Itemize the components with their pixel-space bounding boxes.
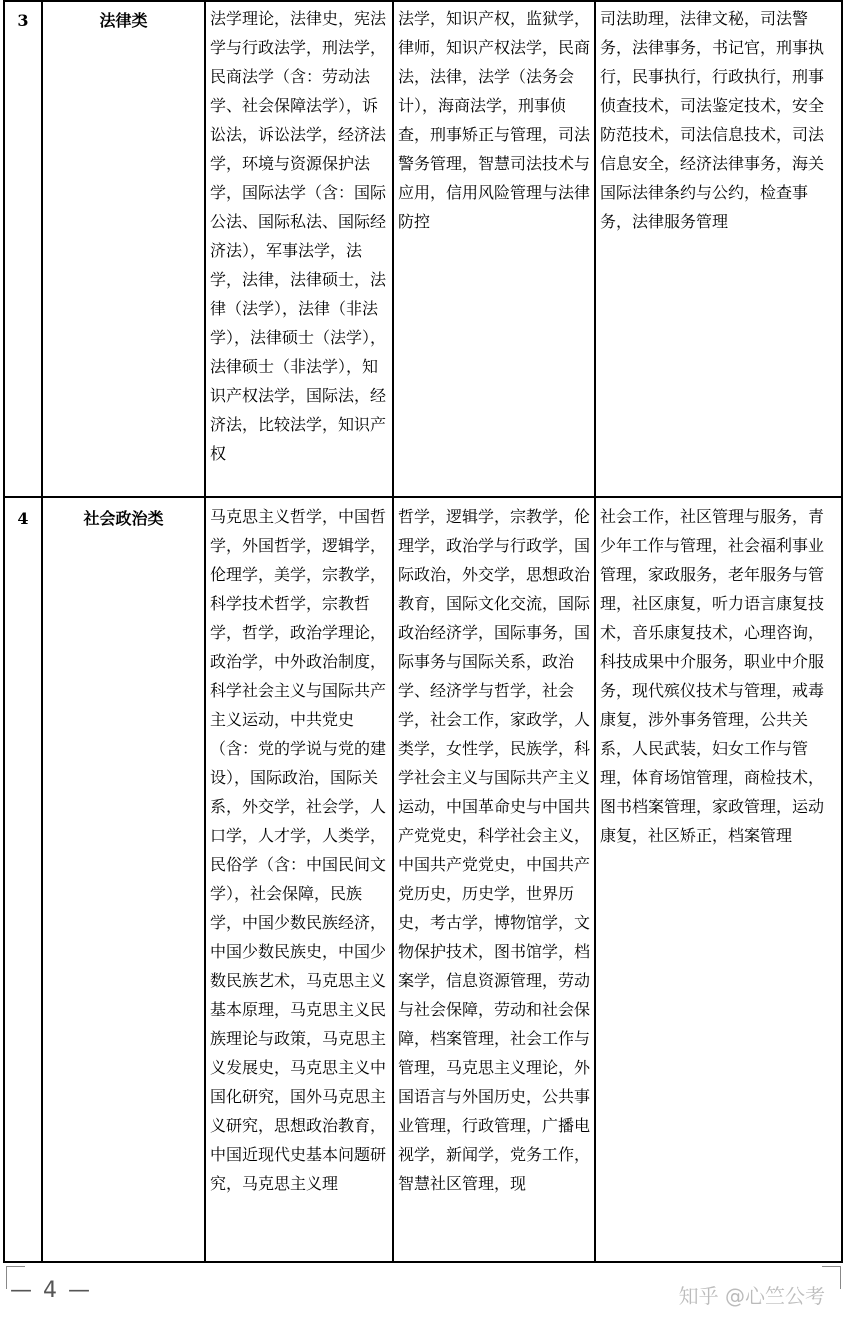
row-number: 4 [4,497,42,1262]
category-name: 法律类 [42,1,205,497]
postgraduate-majors-cell: 法学理论，法律史，宪法学与行政法学，刑法学，民商法学（含：劳动法学、社会保障法学），诉讼法，诉讼法学，经济法学，环境与资源保护法学，国际法学（含：国际公法、国际私法、国际经济法），军事法学，法学，法律，法律硕士，法律（法学），法律（非法学），法律硕士（法学），法律硕士（非法学），知识产权法学，国际法，经济法，比较法学，知识产权 [205,1,393,497]
watermark: 知乎 @心竺公考 [678,1284,825,1308]
table-row [4,497,842,1262]
vocational-majors-cell: 司法助理，法律文秘，司法警务，法律事务，书记官，刑事执行，民事执行，行政执行，刑事侦查技术，司法鉴定技术，安全防范技术，司法信息技术，司法信息安全，经济法律事务，海关国际法律条约与公约，检查事务，法律服务管理 [595,1,842,497]
vocational-majors-cell: 社会工作，社区管理与服务，青少年工作与管理，社会福利事业管理，家政服务，老年服务与管理，社区康复，听力语言康复技术，音乐康复技术，心理咨询，科技成果中介服务，职业中介服务，现代殡仪技术与管理，戒毒康复，涉外事务管理，公共关系，人民武装，妇女工作与管理，体育场馆管理，商检技术，图书档案管理，家政管理，运动康复，社区矫正，档案管理 [595,497,842,1262]
majors-table [3,0,843,1263]
undergraduate-majors-cell: 法学，知识产权，监狱学，律师，知识产权法学，民商法，法律，法学（法务会计），海商法学，刑事侦查，刑事矫正与管理，司法警务管理，智慧司法技术与应用，信用风险管理与法律防控 [393,1,595,497]
table-row [4,1,842,497]
page-number: — 4 — [10,1278,92,1303]
undergraduate-majors-cell: 哲学，逻辑学，宗教学，伦理学，政治学与行政学，国际政治，外交学，思想政治教育，国际文化交流，国际政治经济学，国际事务，国际事务与国际关系，政治学、经济学与哲学，社会学，社会工作，家政学，人类学，女性学，民族学，科学社会主义与国际共产主义运动，中国革命史与中国共产党党史，科学社会主义，中国共产党党史，中国共产党历史，历史学，世界历史，考古学，博物馆学，文物保护技术，图书馆学，档案学，信息资源管理，劳动与社会保障，劳动和社会保障，档案管理，社会工作与管理，马克思主义理论，外国语言与外国历史，公共事业管理，行政管理，广播电视学，新闻学，党务工作，智慧社区管理，现 [393,497,595,1262]
page-footer [0,1262,847,1326]
row-number: 3 [4,1,42,497]
category-name: 社会政治类 [42,497,205,1262]
postgraduate-majors-cell: 马克思主义哲学，中国哲学，外国哲学，逻辑学，伦理学，美学，宗教学，科学技术哲学，宗教哲学，哲学，政治学理论，政治学，中外政治制度，科学社会主义与国际共产主义运动，中共党史（含：党的学说与党的建设），国际政治，国际关系，外交学，社会学，人口学，人才学，人类学，民俗学（含：中国民间文学），社会保障，民族学，中国少数民族经济，中国少数民族史，中国少数民族艺术，马克思主义基本原理，马克思主义民族理论与政策，马克思主义发展史，马克思主义中国化研究，国外马克思主义研究，思想政治教育，中国近现代史基本问题研究，马克思主义理 [205,497,393,1262]
